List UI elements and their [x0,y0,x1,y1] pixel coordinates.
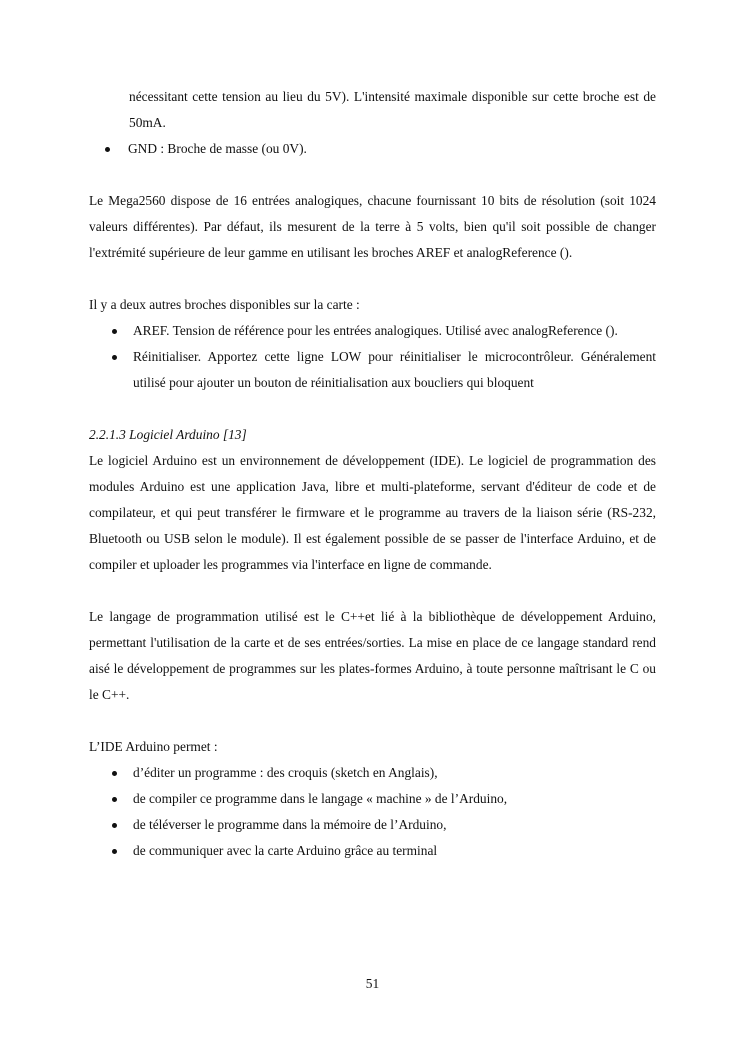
section-heading: 2.2.1.3 Logiciel Arduino [13] [89,427,247,442]
paragraph-ide: L’IDE Arduino permet : [89,739,218,754]
list-item [89,812,656,838]
list-item [89,136,656,162]
document-page [89,84,656,864]
list-item-text: GND : Broche de masse (ou 0V). [128,141,307,156]
list-item [89,318,656,344]
list-item [89,344,656,396]
list-item-text: de compiler ce programme dans le langage « machine » de l’Arduino, [133,791,508,806]
bullet-icon [112,329,117,334]
list-item [89,786,656,812]
paragraph-other-pins: Il y a deux autres broches disponibles sur la carte : [89,297,360,312]
list-item-text: de téléverser le programme dans la mémoire de l’Arduino, [133,817,447,832]
paragraph-software: Le logiciel Arduino est un environnement de développement (IDE). Le logiciel de programmation des modules Arduino est une application Java, libre et multi-plateforme, servant d'éditeur de code et de compilateur, et qui peut transférer le firmware et le programme au travers de la liaison série (RS-232, Bluetooth ou USB selon le module). Il est également possible de se passer de l'interface Arduino, et de compiler et uploader les programmes via l'interface en ligne de commande. [89,453,656,572]
list-item-text: AREF. Tension de référence pour les entrées analogiques. Utilisé avec analogReference (). [133,323,618,338]
bullet-icon [105,147,110,152]
other-pins-list [89,318,656,396]
list-item [89,838,656,864]
continued-list-text: nécessitant cette tension au lieu du 5V). L'intensité maximale disponible sur cette broche est de 50mA. [129,89,656,130]
ide-features-list [89,760,656,864]
list-item-text: Réinitialiser. Apportez cette ligne LOW pour réinitialiser le microcontrôleur. Généralement utilisé pour ajouter un bouton de réinitialisation aux boucliers qui bloquent [133,349,656,390]
bullet-icon [112,797,117,802]
list-item [89,760,656,786]
bullet-icon [112,849,117,854]
bullet-icon [112,771,117,776]
bullet-icon [112,823,117,828]
power-pin-list [89,136,656,162]
paragraph-analog-inputs: Le Mega2560 dispose de 16 entrées analogiques, chacune fournissant 10 bits de résolution (soit 1024 valeurs différentes). Par défaut, ils mesurent de la terre à 5 volts, bien qu'il soit possible de changer l'extrémité supérieure de leur gamme en utilisant les broches AREF et analogReference (). [89,193,656,260]
paragraph-language: Le langage de programmation utilisé est le C++et lié à la bibliothèque de développement Arduino, permettant l'utilisation de la carte et de ses entrées/sorties. La mise en place de ce langage standard rend aisé le développement de programmes sur les plates-formes Arduino, à toute personne maîtrisant le C ou le C++. [89,609,656,702]
bullet-icon [112,355,117,360]
page-number: 51 [365,976,380,991]
list-item-text: d’éditer un programme : des croquis (sketch en Anglais), [133,765,438,780]
list-item-text: de communiquer avec la carte Arduino grâce au terminal [133,843,438,858]
